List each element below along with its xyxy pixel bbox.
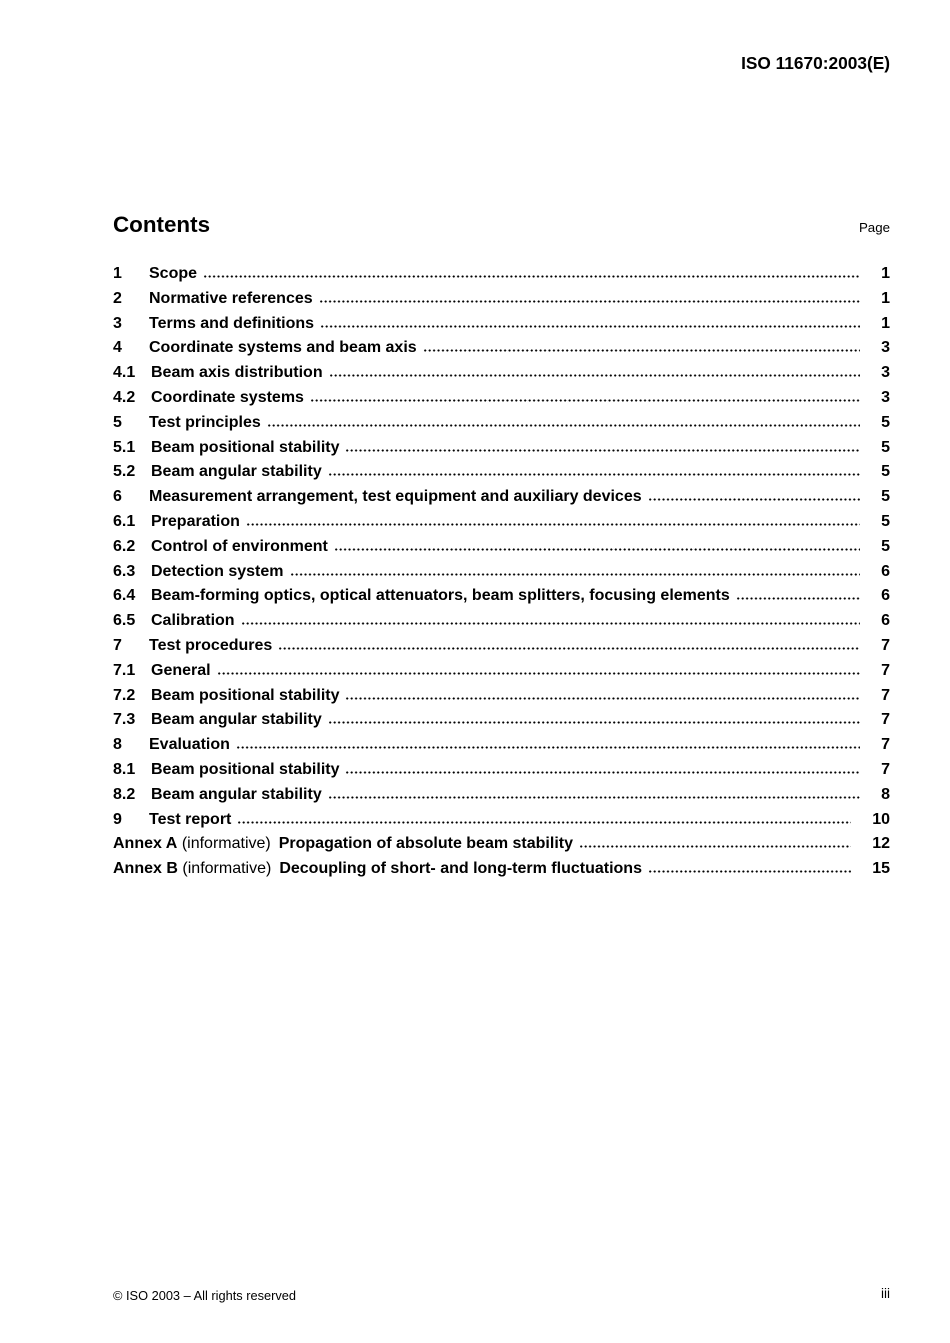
leader-dots <box>329 367 861 377</box>
document-identifier: ISO 11670:2003(E) <box>741 53 890 73</box>
entry-page-number: 6 <box>881 587 890 605</box>
leader-dots <box>203 268 860 278</box>
entry-title: Measurement arrangement, test equipment and auxiliary devices <box>149 488 642 506</box>
section-number: 7 <box>113 636 122 654</box>
leader-dots <box>290 566 861 576</box>
entry-title: General <box>151 661 211 679</box>
entry-title: Coordinate systems and beam axis <box>149 339 417 357</box>
leader-dots <box>310 392 860 402</box>
entry-title: Test report <box>149 810 232 828</box>
toc-entry-6-5[interactable] <box>113 609 890 634</box>
entry-title: Preparation <box>151 512 240 530</box>
toc-entry-5[interactable] <box>113 411 890 436</box>
toc-entry-2[interactable] <box>113 287 890 312</box>
leader-dots <box>648 863 851 873</box>
entry-page-number: 6 <box>881 612 890 630</box>
entry-page-number: 5 <box>881 537 890 555</box>
entry-page-number: 5 <box>881 413 890 431</box>
leader-dots <box>217 665 861 675</box>
section-number: 2 <box>113 289 122 307</box>
entry-page-number: 5 <box>881 438 890 456</box>
toc-entry-8[interactable] <box>113 733 890 758</box>
annex-qualifier: (informative) <box>182 860 272 878</box>
entry-title: Control of environment <box>151 537 328 555</box>
entry-title: Beam positional stability <box>151 760 340 778</box>
leader-dots <box>320 318 860 328</box>
leader-dots <box>246 516 860 526</box>
toc-entry-4-2[interactable] <box>113 386 890 411</box>
annex-label: Annex B <box>113 860 178 878</box>
toc-list <box>113 262 890 882</box>
entry-page-number: 8 <box>881 785 890 803</box>
entry-page-number: 1 <box>881 265 890 282</box>
leader-dots <box>319 293 860 303</box>
leader-dots <box>345 764 860 774</box>
entry-title: Scope <box>149 265 198 282</box>
copyright-notice: © ISO 2003 – All rights reserved <box>113 1288 296 1303</box>
entry-title: Coordinate systems <box>151 388 304 406</box>
section-number: 4.2 <box>113 388 136 406</box>
toc-entry-6-2[interactable] <box>113 535 890 560</box>
leader-dots <box>648 491 860 501</box>
toc-entry-3[interactable] <box>113 312 890 337</box>
toc-entry-7-3[interactable] <box>113 708 890 733</box>
entry-title: Terms and definitions <box>149 314 315 332</box>
leader-dots <box>345 442 860 452</box>
entry-title: Detection system <box>151 562 284 580</box>
toc-entry-5-1[interactable] <box>113 436 890 461</box>
leader-dots <box>736 590 860 600</box>
entry-page-number: 7 <box>881 686 890 704</box>
entry-page-number: 5 <box>881 488 890 506</box>
toc-entry-5-2[interactable] <box>113 460 890 485</box>
entry-page-number: 3 <box>881 339 890 357</box>
toc-entry-6-3[interactable] <box>113 560 890 585</box>
section-number: 9 <box>113 810 122 828</box>
toc-entry-8-2[interactable] <box>113 783 890 808</box>
toc-entry-7-1[interactable] <box>113 659 890 684</box>
entry-title: Beam angular stability <box>151 785 322 803</box>
toc-entry-4-1[interactable] <box>113 361 890 386</box>
section-number: 5.1 <box>113 438 136 456</box>
leader-dots <box>579 838 851 848</box>
section-number: 6 <box>113 488 122 506</box>
entry-title: Beam positional stability <box>151 438 340 456</box>
entry-title: Beam angular stability <box>151 463 322 481</box>
entry-page-number: 5 <box>881 512 890 530</box>
toc-entry-6-4[interactable] <box>113 584 890 609</box>
section-number: 6.1 <box>113 512 136 530</box>
section-number: 8 <box>113 736 122 754</box>
entry-page-number: 7 <box>881 711 890 729</box>
entry-page-number: 10 <box>872 810 890 828</box>
section-number: 5 <box>113 413 122 431</box>
entry-page-number: 5 <box>881 463 890 481</box>
entry-title: Decoupling of short- and long-term fluctuations <box>279 860 642 878</box>
leader-dots <box>328 789 860 799</box>
section-number: 4 <box>113 339 122 357</box>
toc-entry-1[interactable] <box>113 262 890 287</box>
entry-title: Beam-forming optics, optical attenuators, beam splitters, focusing elements <box>151 587 730 605</box>
entry-page-number: 7 <box>881 760 890 778</box>
annex-qualifier: (informative) <box>181 835 271 853</box>
entry-title: Beam positional stability <box>151 686 340 704</box>
entry-page-number: 7 <box>881 636 890 654</box>
page-title: Contents <box>113 212 211 237</box>
entry-page-number: 7 <box>881 736 890 754</box>
entry-page-number: 7 <box>881 661 890 679</box>
section-number: 6.3 <box>113 562 136 580</box>
toc-entry-6[interactable] <box>113 485 890 510</box>
entry-title: Test procedures <box>149 636 273 654</box>
leader-dots <box>328 714 860 724</box>
entry-title: Evaluation <box>149 736 230 754</box>
page-column-label: Page <box>858 220 890 235</box>
entry-title: Propagation of absolute beam stability <box>278 835 573 853</box>
entry-page-number: 1 <box>881 314 890 332</box>
toc-entry-8-1[interactable] <box>113 758 890 783</box>
section-number: 7.1 <box>113 661 136 679</box>
entry-title: Beam axis distribution <box>151 364 323 382</box>
leader-dots <box>334 541 860 551</box>
section-number: 8.2 <box>113 785 136 803</box>
entry-title: Normative references <box>149 289 313 307</box>
entry-title: Beam angular stability <box>151 711 322 729</box>
section-number: 3 <box>113 314 122 332</box>
toc-entry-4[interactable] <box>113 336 890 361</box>
entry-page-number: 3 <box>881 364 890 382</box>
leader-dots <box>423 342 860 352</box>
entry-page-number: 12 <box>872 835 890 853</box>
section-number: 5.2 <box>113 463 136 481</box>
entry-title: Calibration <box>151 612 235 630</box>
section-number: 4.1 <box>113 364 136 382</box>
annex-label: Annex A <box>113 835 178 853</box>
entry-page-number: 6 <box>881 562 890 580</box>
leader-dots <box>328 466 860 476</box>
leader-dots <box>236 739 860 749</box>
entry-page-number: 1 <box>881 289 890 307</box>
section-number: 7.2 <box>113 686 136 704</box>
section-number: 6.5 <box>113 612 136 630</box>
section-number: 8.1 <box>113 760 136 778</box>
leader-dots <box>267 417 860 427</box>
toc-entry-annex-b[interactable] <box>113 857 890 882</box>
toc-entry-annex-a[interactable] <box>113 832 890 857</box>
toc-entry-6-1[interactable] <box>113 510 890 535</box>
leader-dots <box>241 615 861 625</box>
entry-page-number: 15 <box>872 860 890 878</box>
toc-entry-7[interactable] <box>113 634 890 659</box>
section-number: 6.2 <box>113 537 136 555</box>
entry-page-number: 3 <box>881 388 890 406</box>
section-number: 1 <box>113 265 122 282</box>
entry-title: Test principles <box>149 413 261 431</box>
leader-dots <box>278 640 860 650</box>
section-number: 7.3 <box>113 711 136 729</box>
toc-entry-7-2[interactable] <box>113 684 890 709</box>
leader-dots <box>345 690 860 700</box>
toc-entry-9[interactable] <box>113 808 890 833</box>
page-number-footer: iii <box>881 1286 890 1301</box>
section-number: 6.4 <box>113 587 136 605</box>
leader-dots <box>237 814 851 824</box>
